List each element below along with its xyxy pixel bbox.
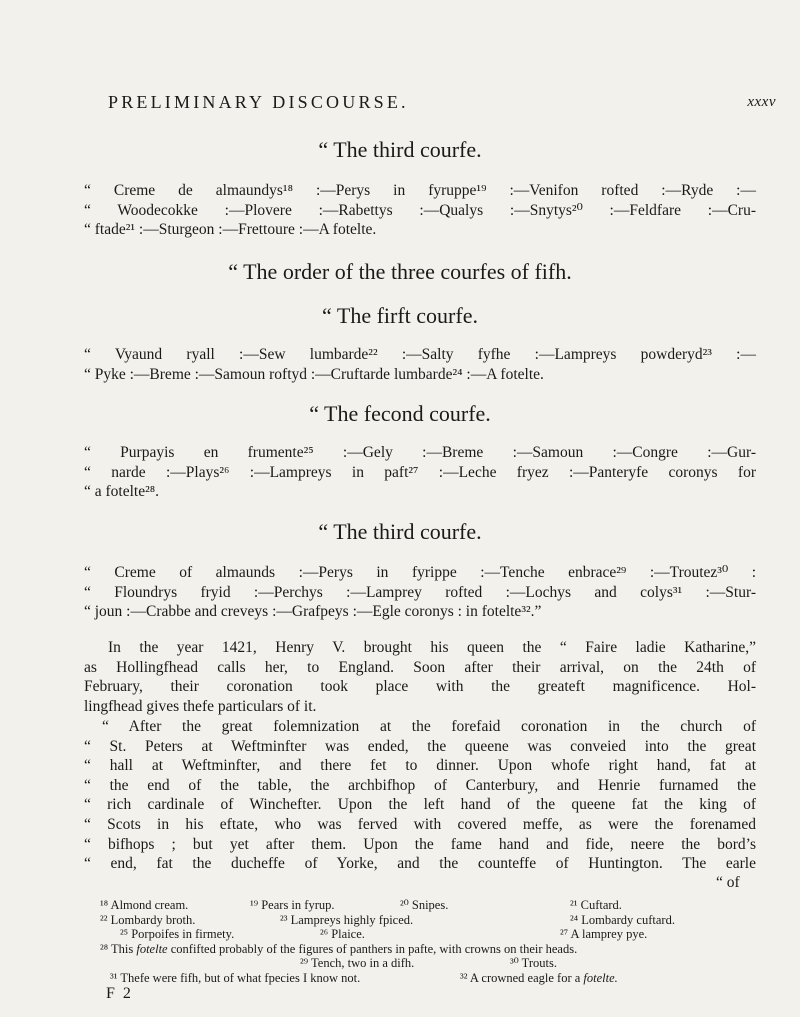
quote-line-7: “ bifhops ; but yet after them. Upon the fame hand and fide, neere the bord’s	[84, 835, 756, 853]
second-course-line-1: “ Purpayis en frumente²⁵ :—Gely :—Breme :—Samoun :—Congre :—Gur-	[84, 444, 756, 461]
footnote-31: ³¹ Thefe were fifh, but of what fpecies I know not.	[110, 970, 361, 985]
body-line-1: In the year 1421, Henry V. brought his queen the “ Faire ladie Katharine,”	[108, 639, 756, 656]
heading-second-course: “ The fecond courfe.	[309, 401, 491, 426]
third-course-meat-line-2: “ Woodecokke :—Plovere :—Rabettys :—Qualys :—Snytys²⁰ :—Feldfare :—Cru-	[84, 201, 756, 219]
footnote-21: ²¹ Cuftard.	[570, 898, 622, 912]
footnote-20: ²⁰ Snipes.	[400, 898, 449, 912]
quote-line-2: “ St. Peters at Weftminfter was ended, the queene was conveied into the great	[84, 737, 756, 755]
quote-line-1: “ After the great folemnization at the forefaid coronation in the church of	[102, 718, 756, 735]
footnote-26: ²⁶ Plaice.	[320, 927, 365, 941]
quote-line-4: “ the end of the table, the archbifhop of Canterbury, and Henrie furnamed the	[84, 776, 756, 794]
quote-line-8: “ end, fat the ducheffe of Yorke, and the counteffe of Huntington. The earle	[84, 855, 756, 873]
footnote-22: ²² Lombardy broth.	[100, 912, 196, 927]
catchword: “ of	[716, 874, 740, 891]
signature-mark: F 2	[106, 985, 133, 1002]
footnotes	[100, 898, 740, 985]
footnote-23: ²³ Lampreys highly fpiced.	[280, 912, 414, 927]
body-line-3: February, their coronation took place with the greateft magnificence. Hol-	[84, 678, 756, 696]
third-course-fish-line-3: “ joun :—Crabbe and creveys :—Grafpeys :—Egle coronys : in fotelte³².”	[84, 603, 542, 620]
body-paragraph-quotation	[84, 717, 756, 874]
third-course-meat-list	[84, 181, 756, 240]
footnote-row-5	[100, 956, 740, 971]
third-course-meat-line-3: “ ftade²¹ :—Sturgeon :—Frettoure :—A fotelte.	[84, 221, 377, 238]
footnote-29: ²⁹ Tench, two in a difh.	[300, 956, 415, 970]
heading-fish-courses: “ The order of the three courfes of fifh.	[228, 259, 572, 284]
footnote-19: ¹⁹ Pears in fyrup.	[250, 898, 335, 912]
footnote-row-3	[100, 927, 740, 942]
footnote-27: ²⁷ A lamprey pye.	[560, 927, 648, 941]
third-course-fish-list	[84, 563, 756, 622]
footnote-row-4	[100, 942, 740, 957]
first-course-list	[84, 345, 756, 384]
footnote-24: ²⁴ Lombardy cuftard.	[570, 912, 675, 927]
quote-line-3: “ hall at Weftminfter, and there fet to dinner. Upon whofe right hand, fat at	[84, 757, 756, 775]
second-course-line-3: “ a fotelte²⁸.	[84, 483, 160, 500]
page-number: xxxv	[747, 94, 776, 110]
heading-third-course-fish: “ The third courfe.	[318, 519, 482, 544]
footnote-28-prefix: ²⁸ This	[100, 941, 137, 956]
third-course-fish-line-2: “ Floundrys fryid :—Perchys :—Lamprey rofted :—Lochys and colys³¹ :—Stur-	[84, 583, 756, 601]
footnote-28-italic: fotelte	[136, 941, 168, 956]
third-course-meat-line-1: “ Creme de almaundys¹⁸ :—Perys in fyruppe¹⁹ :—Venifon rofted :—Ryde :—	[84, 182, 756, 199]
running-head-title: PRELIMINARY DISCOURSE.	[108, 92, 409, 112]
footnote-25: ²⁵ Porpoifes in firmety.	[120, 927, 235, 941]
first-course-line-1: “ Vyaund ryall :—Sew lumbarde²² :—Salty fyfhe :—Lampreys powderyd²³ :—	[84, 346, 756, 363]
body-line-4: lingfhead gives thefe particulars of it.	[84, 697, 317, 715]
heading-first-course: “ The firft courfe.	[322, 303, 478, 328]
footnote-row-6	[100, 971, 740, 986]
heading-third-course-meat: “ The third courfe.	[318, 137, 482, 162]
footnote-32-prefix: ³² A crowned eagle for a	[460, 970, 584, 985]
quote-line-5: “ rich cardinale of Winchefter. Upon the left hand of the queene fat the king of	[84, 796, 756, 814]
footnote-32-italic: fotelte.	[583, 970, 618, 985]
body-line-2: as Hollingfhead calls her, to England. Soon after their arrival, on the 24th of	[84, 658, 756, 676]
second-course-line-2: “ narde :—Plays²⁶ :—Lampreys in paft²⁷ :—Leche fryez :—Panteryfe coronys for	[84, 463, 756, 481]
quote-line-6: “ Scots in his eftate, who was ferved with covered meffe, as were the forenamed	[84, 815, 756, 833]
first-course-line-2: “ Pyke :—Breme :—Samoun roftyd :—Cruftarde lumbarde²⁴ :—A fotelte.	[84, 365, 544, 383]
footnote-28-rest: confifted probably of the figures of panthers in pafte, with crowns on their heads.	[167, 941, 578, 956]
footnote-18: ¹⁸ Almond cream.	[100, 898, 189, 912]
body-paragraph-coronation	[84, 638, 756, 716]
footnote-row-2	[100, 913, 740, 928]
footnote-30: ³⁰ Trouts.	[510, 956, 557, 970]
footnote-row-1	[100, 898, 740, 913]
third-course-fish-line-1: “ Creme of almaunds :—Perys in fyrippe :—Tenche enbrace²⁹ :—Troutez³⁰ :	[84, 564, 756, 581]
second-course-list	[84, 443, 756, 502]
